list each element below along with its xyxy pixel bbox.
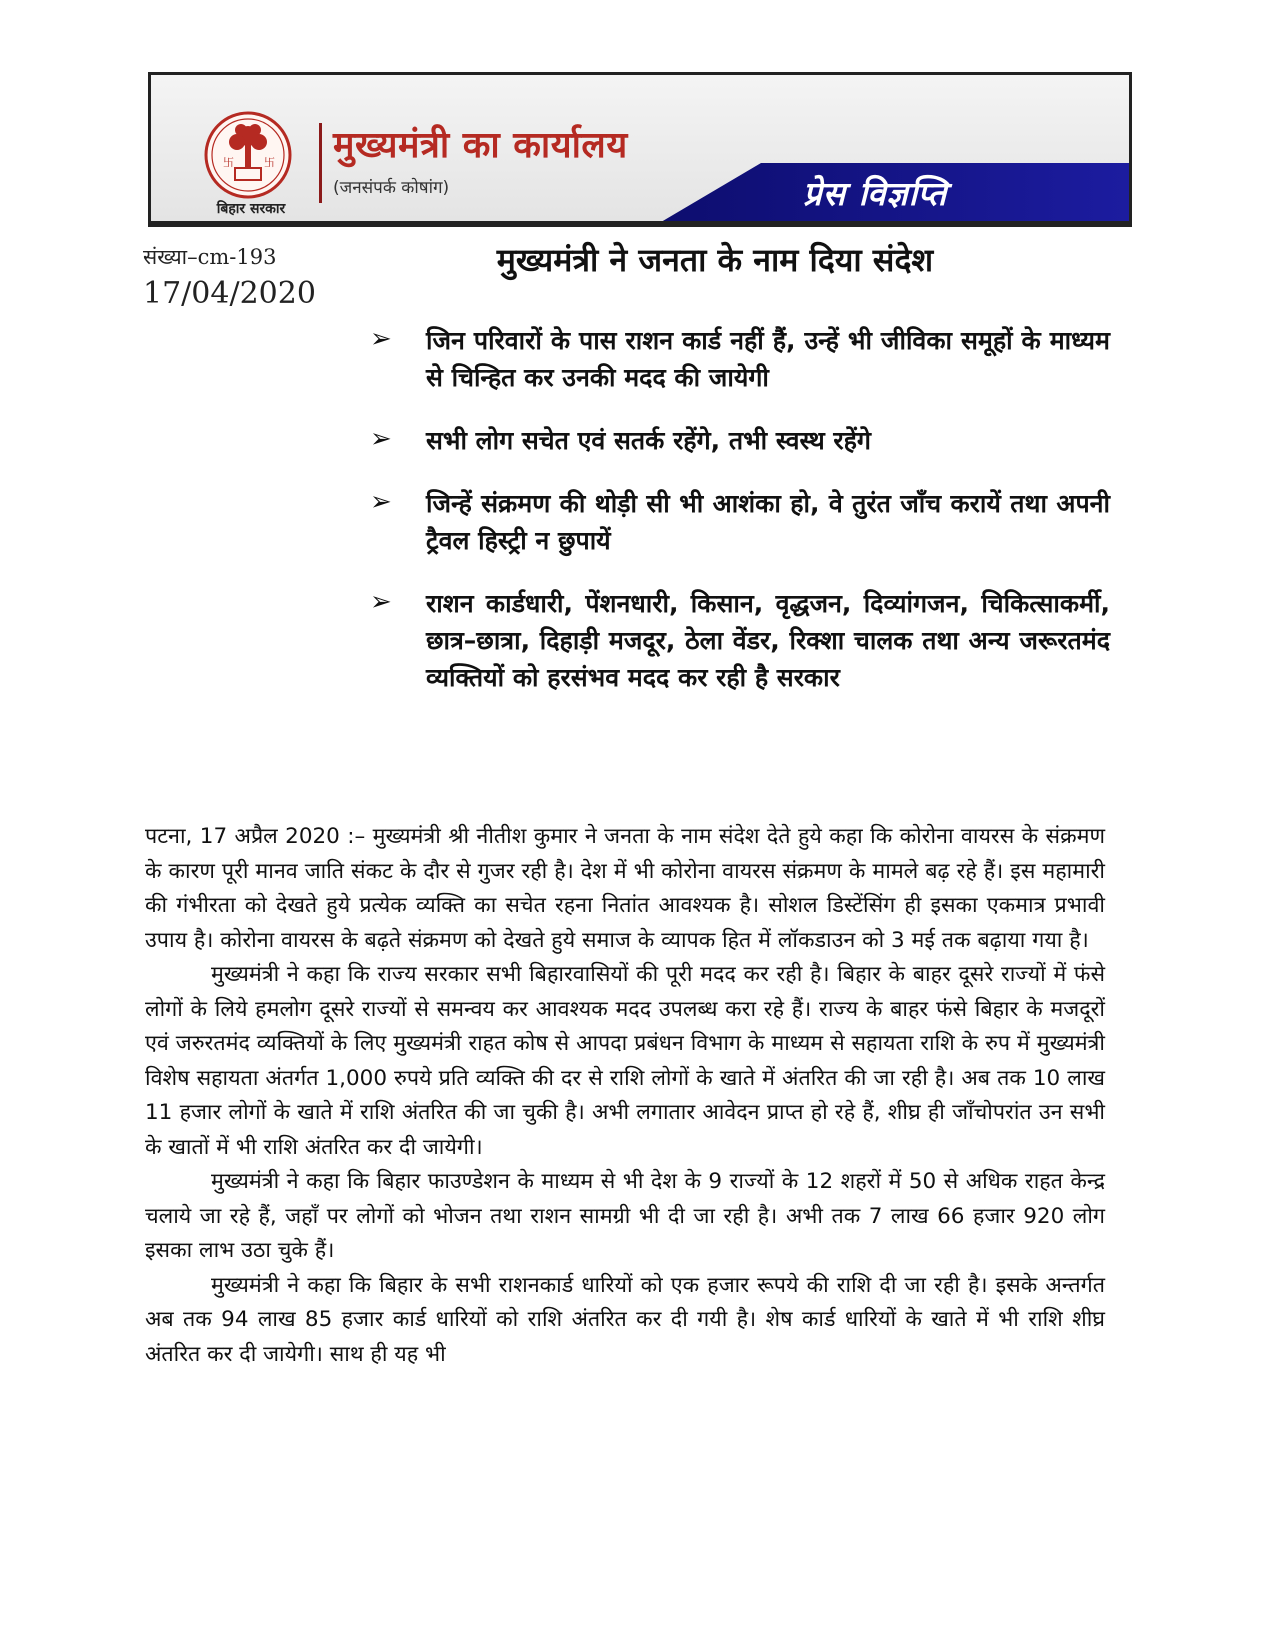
press-release-body xyxy=(145,820,1105,1372)
highlight-text: जिन परिवारों के पास राशन कार्ड नहीं हैं, उन्हें भी जीविका समूहों के माध्यम से चिन्हित कर उनकी मदद की जायेगी xyxy=(426,326,1110,392)
press-release-label: प्रेस विज्ञप्ति xyxy=(803,174,948,213)
divider xyxy=(319,123,322,203)
press-release-banner xyxy=(148,72,1132,227)
reference-number: संख्या–cm-193 xyxy=(143,245,277,269)
office-title: मुख्यमंत्री का कार्यालय xyxy=(333,125,628,166)
arrow-bullet-icon: ➢ xyxy=(370,487,392,517)
body-paragraph: मुख्यमंत्री ने कहा कि बिहार फाउण्डेशन के माध्यम से भी देश के 9 राज्यों के 12 शहरों में 50 से अधिक राहत केन्द्र चलाये जा रहे हैं, जहाँ पर लोगों को भोजन तथा राशन सामग्री भी दी जा रही है। अभी तक 7 लाख 66 हजार 920 लोग इसका लाभ उठा चुके हैं। xyxy=(145,1169,1105,1263)
bihar-emblem-icon xyxy=(203,110,293,200)
highlight-text: जिन्हें संक्रमण की थोड़ी सी भी आशंका हो, वे तुरंत जाँच करायें तथा अपनी ट्रैवल हिस्ट्री न छुपायें xyxy=(426,489,1110,555)
body-paragraph: मुख्यमंत्री ने कहा कि राज्य सरकार सभी बिहारवासियों की पूरी मदद कर रही है। बिहार के बाहर दूसरे राज्यों में फंसे लोगों के लिये हमलोग दूसरे राज्यों से समन्वय कर आवश्यक मदद उपलब्ध करा रहे हैं। राज्य के बाहर फंसे बिहार के मजदूरों एवं जरुरतमंद व्यक्तियों के लिए मुख्यमंत्री राहत कोष से आपदा प्रबंधन विभाग के माध्यम से सहायता राशि के रुप में मुख्यमंत्री विशेष सहायता अंतर्गत 1,000 रुपये प्रति व्यक्ति की दर से राशि लोगों के खाते में अंतरित की जा रही है। अब तक 10 लाख 11 हजार लोगों के खाते में राशि अंतरित की जा चुकी है। अभी लगातार आवेदन प्राप्त हो रहे हैं, शीघ्र ही जाँचोपरांत उन सभी के खातों में भी राशि अंतरित कर दी जायेगी। xyxy=(145,962,1105,1160)
highlight-item xyxy=(370,422,1110,459)
headline: मुख्यमंत्री ने जनता के नाम दिया संदेश xyxy=(496,241,934,279)
emblem-label: बिहार सरकार xyxy=(216,201,286,217)
reference-date: 17/04/2020 xyxy=(143,276,316,311)
highlight-list xyxy=(370,322,1110,722)
body-paragraph: पटना, 17 अप्रैल 2020 :– मुख्यमंत्री श्री नीतीश कुमार ने जनता के नाम संदेश देते हुये कहा कि कोरोना वायरस के संक्रमण के कारण पूरी मानव जाति संकट के दौर से गुजर रही है। देश में भी कोरोना वायरस संक्रमण के मामले बढ़ रहे हैं। इस महामारी की गंभीरता को देखते हुये प्रत्येक व्यक्ति का सचेत रहना नितांत आवश्यक है। सोशल डिस्टेंसिंग ही इसका एकमात्र प्रभावी उपाय है। कोरोना वायरस के बढ़ते संक्रमण को देखते हुये समाज के व्यापक हित में लॉकडाउन को 3 मई तक बढ़ाया गया है। xyxy=(145,824,1105,953)
svg-text:卐: 卐 xyxy=(223,156,234,169)
office-subtitle: (जनसंपर्क कोषांग) xyxy=(333,178,450,198)
highlight-item xyxy=(370,322,1110,396)
highlight-item xyxy=(370,585,1110,696)
arrow-bullet-icon: ➢ xyxy=(370,324,392,354)
arrow-bullet-icon: ➢ xyxy=(370,587,392,617)
arrow-bullet-icon: ➢ xyxy=(370,424,392,454)
highlight-item xyxy=(370,485,1110,559)
body-paragraph: मुख्यमंत्री ने कहा कि बिहार के सभी राशनकार्ड धारियों को एक हजार रूपये की राशि दी जा रही है। इसके अन्तर्गत अब तक 94 लाख 85 हजार कार्ड धारियों को राशि अंतरित कर दी गयी है। शेष कार्ड धारियों के खाते में भी राशि शीघ्र अंतरित कर दी जायेगी। साथ ही यह भी xyxy=(145,1272,1105,1367)
highlight-text: राशन कार्डधारी, पेंशनधारी, किसान, वृद्धजन, दिव्यांगजन, चिकित्साकर्मी, छात्र–छात्रा, दिहाड़ी मजदूर, ठेला वेंडर, रिक्शा चालक तथा अन्य जरूरतमंद व्यक्तियों को हरसंभव मदद कर रही है सरकार xyxy=(426,589,1110,692)
highlight-text: सभी लोग सचेत एवं सतर्क रहेंगे, तभी स्वस्थ रहेंगे xyxy=(426,426,871,455)
svg-text:卐: 卐 xyxy=(264,156,275,169)
